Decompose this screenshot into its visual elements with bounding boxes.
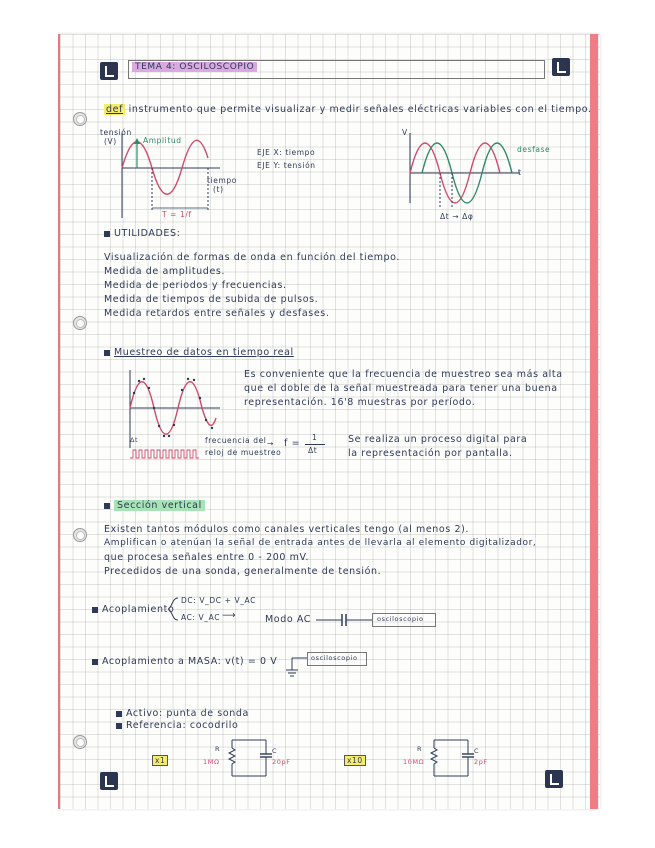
x10-badge (344, 756, 366, 765)
masa-row (92, 656, 277, 667)
corner-marker-icon (545, 770, 563, 788)
seccion-heading (104, 500, 205, 511)
title-text: TEMA 4: OSCILOSCOPIO (132, 62, 257, 72)
acoplamiento-dc: DC: V_DC + V_AC (181, 596, 256, 605)
utilidad-item: Medida de tiempos de subida de pulsos. (104, 294, 319, 305)
bullet-icon (92, 659, 98, 665)
utilidad-item: Visualización de formas de onda en función del tiempo. (104, 252, 401, 263)
graph1-ylabel: tensión (100, 128, 132, 137)
acoplamiento-row (92, 604, 174, 615)
x10-text: x10 (344, 755, 366, 766)
bullet-icon (104, 350, 110, 356)
activo-row (116, 708, 249, 719)
x1-text: x1 (152, 755, 168, 766)
r-label-2: R (417, 745, 423, 753)
definition-line (104, 104, 592, 115)
sampling-dt-label: Δt (130, 436, 139, 444)
referencia-label: Referencia: cocodrilo (126, 720, 239, 731)
def-tag: def (106, 104, 124, 115)
graph1-xunit: (t) (213, 185, 224, 194)
proceso-line: la representación por pantalla. (348, 448, 513, 459)
activo-label: Activo: punta de sonda (126, 708, 249, 719)
freq-label-line1: frecuencia del (205, 436, 267, 445)
referencia-row (116, 720, 238, 731)
r1-value: 1MΩ (203, 758, 220, 766)
x1-badge (152, 756, 168, 765)
formula-numerator: 1 (312, 433, 318, 442)
bullet-icon (104, 231, 110, 237)
utilidad-item: Medida retardos entre señales y desfases. (104, 308, 330, 319)
acoplamiento-label: Acoplamiento (102, 604, 175, 615)
osciloscopio-label: osciloscopio (377, 615, 424, 623)
graph1-yunit: (V) (104, 137, 117, 146)
graph1-xlabel: tiempo (207, 176, 237, 185)
bullet-icon (92, 607, 98, 613)
seccion-line: Precedidos de una sonda, generalmente de tensión. (104, 566, 382, 577)
osciloscopio-label-2: osciloscopio (311, 654, 358, 662)
right-margin-strip (590, 34, 598, 809)
corner-marker-icon (552, 58, 570, 76)
seccion-line: Existen tantos módulos como canales verticales tengo (al menos 2). (104, 524, 470, 535)
axis-y-description: EJE Y: tensión (257, 161, 316, 170)
page-title (132, 62, 257, 72)
formula-f: f = (284, 438, 301, 449)
acoplamiento-ac: AC: V_AC (181, 613, 221, 622)
graph2-dt-label: Δt → Δφ (440, 212, 474, 221)
graph2-desfase-label: desfase (517, 145, 551, 154)
freq-label-line2: reloj de muestreo (205, 448, 282, 457)
utilidades-heading (104, 228, 180, 239)
utilidades-heading-text: UTILIDADES: (114, 228, 181, 239)
utilidad-item: Medida de periodos y frecuencias. (104, 280, 287, 291)
corner-marker-icon (100, 772, 118, 790)
masa-label: Acoplamiento a MASA: v(t) = 0 V (102, 656, 278, 667)
proceso-line: Se realiza un proceso digital para (348, 434, 528, 445)
graph1-amplitude-label: Amplitud (143, 136, 182, 145)
muestreo-heading-text: Muestreo de datos en tiempo real (114, 347, 294, 358)
graph2-xlabel: t (518, 168, 522, 177)
muestreo-text-line: que el doble de la señal muestreada para tener una buena (244, 383, 558, 394)
r2-value: 10MΩ (403, 758, 425, 766)
muestreo-text-line: Es conveniente que la frecuencia de muestreo sea más alta (244, 369, 563, 380)
c1-value: 20pF (272, 758, 291, 766)
modo-ac-label: Modo AC (265, 614, 312, 625)
bullet-icon (116, 711, 122, 717)
graph1-period-label: T = 1/f (162, 210, 192, 219)
c2-value: 2pF (474, 758, 488, 766)
muestreo-heading (104, 347, 294, 358)
bullet-icon (116, 723, 122, 729)
phase-graph (400, 128, 530, 218)
graph2-ylabel: V (402, 128, 408, 137)
def-text: instrumento que permite visualizar y medir señales eléctricas variables con el tiempo. (128, 104, 592, 115)
corner-marker-icon (100, 62, 118, 80)
binder-hole-icon (73, 735, 87, 749)
axis-x-description: EJE X: tiempo (257, 148, 316, 157)
utilidad-item: Medida de amplitudes. (104, 266, 226, 277)
c-label-2: C (474, 747, 480, 755)
seccion-line: Amplifican o atenúan la señal de entrada antes de llevarla al elemento digitalizador, (104, 538, 537, 548)
arrow-icon: → (267, 439, 274, 448)
arrow-icon: ⟶ (222, 610, 237, 621)
capacitor-icon (316, 612, 376, 628)
binder-hole-icon (73, 528, 87, 542)
bullet-icon (104, 503, 110, 509)
seccion-line: que procesa señales entre 0 - 200 mV. (104, 552, 309, 563)
muestreo-text-line: representación. 16'8 muestras por período. (244, 397, 476, 408)
binder-hole-icon (73, 112, 87, 126)
brace-icon (166, 596, 180, 622)
c-label: C (272, 747, 278, 755)
binder-hole-icon (73, 316, 87, 330)
seccion-heading-text: Sección vertical (114, 500, 205, 511)
r-label: R (215, 745, 221, 753)
formula-denominator: Δt (308, 446, 318, 455)
fraction-bar (305, 444, 325, 445)
